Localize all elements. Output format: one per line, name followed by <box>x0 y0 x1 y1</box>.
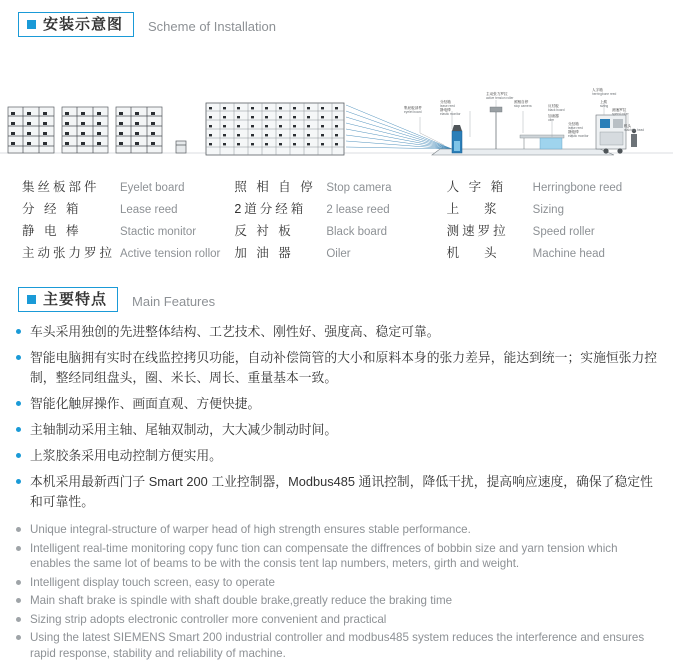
features-list-en <box>14 522 659 661</box>
legend-label-en: Sizing <box>532 204 564 216</box>
section-badge-installation <box>18 12 134 37</box>
legend-label-en: Stop camera <box>326 182 392 194</box>
feature-text: 本机采用最新西门子 Smart 200 工业控制器，Modbus485 通讯控制，降低干扰，提高响应速度，确保了稳定性和可靠性。 <box>30 474 653 509</box>
svg-text:sizing: sizing <box>600 104 609 108</box>
legend-item <box>22 221 234 243</box>
legend-item <box>447 243 659 265</box>
bullet-icon <box>16 479 21 484</box>
legend-label-en: Eyelet board <box>120 182 185 194</box>
legend-label-cn: 静 电 棒 <box>22 224 82 238</box>
svg-text:分经箱: 分经箱 <box>440 100 451 104</box>
installation-diagram-svg <box>0 45 673 165</box>
legend-label-en: Oiler <box>326 248 351 260</box>
bullet-icon <box>16 527 21 532</box>
svg-text:人字箱: 人字箱 <box>592 88 603 92</box>
bullet-icon <box>16 598 21 603</box>
bullet-icon <box>16 580 21 585</box>
legend-label-cn: 上 浆 <box>446 202 500 216</box>
svg-text:集丝板部件: 集丝板部件 <box>404 106 422 110</box>
svg-text:lease reed: lease reed <box>440 104 455 108</box>
svg-text:测速罗拉: 测速罗拉 <box>612 108 627 112</box>
legend-label-en: 2 lease reed <box>326 204 390 216</box>
feature-text-en: Sizing strip adopts electronic controller more convenient and practical <box>30 612 387 626</box>
square-marker-icon <box>27 20 36 29</box>
feature-item-en <box>14 522 659 538</box>
svg-text:elastic monitor: elastic monitor <box>568 134 589 138</box>
feature-item <box>14 322 659 342</box>
legend-label-cn: 集丝板部件 <box>22 180 100 194</box>
feature-item <box>14 394 659 414</box>
section-title-cn: 安装示意图 <box>43 16 124 33</box>
legend-item <box>447 199 659 221</box>
legend-label-cn: 分 经 箱 <box>22 202 82 216</box>
feature-item-en <box>14 541 659 572</box>
installation-diagram <box>0 45 673 165</box>
svg-text:herringbone reed: herringbone reed <box>592 92 617 96</box>
features-list-cn <box>14 322 659 512</box>
feature-text: 车头采用独创的先进整体结构、工艺技术、刚性好、强度高、稳定可靠。 <box>30 324 440 339</box>
legend-item <box>22 243 234 265</box>
bullet-icon <box>16 427 21 432</box>
legend-label-cn: 人 字 箱 <box>446 180 507 194</box>
feature-item <box>14 446 659 466</box>
feature-item <box>14 472 659 512</box>
features-content <box>0 312 673 661</box>
legend-item <box>234 177 446 199</box>
legend-label-cn: 加 油 器 <box>234 246 294 260</box>
bullet-icon <box>16 401 21 406</box>
bullet-icon <box>16 546 21 551</box>
feature-text-en: Main shaft brake is spindle with shaft double brake,greatly reduce the braking time <box>30 594 453 607</box>
legend-item <box>234 221 446 243</box>
legend-label-cn: 反 衬 板 <box>234 224 294 238</box>
legend-label-en: Lease reed <box>120 204 178 216</box>
feature-text: 主轴制动采用主轴、尾轴双制动，大大减少制动时间。 <box>30 422 338 437</box>
svg-text:反衬板: 反衬板 <box>548 104 559 108</box>
svg-text:lease reed: lease reed <box>568 126 583 130</box>
legend-label-cn: 机 头 <box>446 246 500 260</box>
svg-text:机头: 机头 <box>624 124 632 128</box>
legend-item <box>447 177 659 199</box>
legend-item <box>22 177 234 199</box>
svg-text:eyelet board: eyelet board <box>404 110 422 114</box>
legend-label-cn: 主动张力罗拉 <box>22 246 116 260</box>
legend-column-2 <box>234 177 446 265</box>
feature-text-en: Intelligent display touch screen, easy to operate <box>30 575 275 589</box>
bullet-icon <box>16 329 21 334</box>
feature-text-en: Using the latest SIEMENS Smart 200 industrial controller and modbus485 system reduces the interference and ensures rapid response, stability and reliability of machine. <box>30 631 645 660</box>
svg-text:oiler: oiler <box>548 118 555 122</box>
section-title-en: Scheme of Installation <box>148 19 276 34</box>
feature-text: 上浆胶条采用电动控制方便实用。 <box>30 448 222 463</box>
legend-label-cn: 照 相 自 停 <box>234 180 316 194</box>
section-badge-features <box>18 287 118 312</box>
feature-item-en <box>14 575 659 591</box>
feature-text: 智能化触屏操作、画面直观、方便快捷。 <box>30 396 261 411</box>
feature-item-en <box>14 630 659 661</box>
svg-text:分经箱: 分经箱 <box>568 122 579 126</box>
svg-text:black board: black board <box>548 108 565 112</box>
legend-label-en: Stactic monitor <box>120 226 197 238</box>
bullet-icon <box>16 617 21 622</box>
bullet-icon <box>16 453 21 458</box>
feature-item <box>14 420 659 440</box>
legend-column-3 <box>447 177 659 265</box>
svg-text:加油器: 加油器 <box>548 114 559 118</box>
feature-text-en: Intelligent real-time monitoring copy func tion can compensate the diffrences of bobbin size and yarn tension which enables the same lot of beams to be with the consis tent lap numbers, meters, girth and weight. <box>30 541 618 570</box>
svg-text:machine head: machine head <box>624 128 645 132</box>
bullet-icon <box>16 355 21 360</box>
svg-text:active tension roller: active tension roller <box>486 96 514 100</box>
section-header-installation <box>0 12 673 37</box>
feature-item <box>14 348 659 388</box>
svg-text:stop camera: stop camera <box>514 104 532 108</box>
legend-item <box>234 199 446 221</box>
svg-text:上浆: 上浆 <box>600 100 608 104</box>
feature-item-en <box>14 612 659 628</box>
svg-text:静电棒: 静电棒 <box>440 108 451 112</box>
svg-text:照相自停: 照相自停 <box>514 100 529 104</box>
legend-item <box>234 243 446 265</box>
svg-text:elastic monitor: elastic monitor <box>440 112 461 116</box>
parts-legend <box>0 177 673 265</box>
feature-text: 智能电脑拥有实时在线监控拷贝功能，自动补偿筒管的大小和原料本身的张力差异，能达到统一；实施恒张力控制，整经同组盘头，圈、米长、周长、重量基本一致。 <box>30 350 658 385</box>
legend-label-en: Machine head <box>532 248 605 260</box>
svg-text:主动张力罗拉: 主动张力罗拉 <box>486 92 508 96</box>
legend-label-en: Black board <box>326 226 388 238</box>
bullet-icon <box>16 635 21 640</box>
section-title-en: Main Features <box>132 294 216 309</box>
square-marker-icon <box>27 295 36 304</box>
legend-label-en: Speed roller <box>532 226 595 238</box>
feature-item-en <box>14 593 659 609</box>
svg-text:speed roller: speed roller <box>612 112 629 116</box>
legend-item <box>447 221 659 243</box>
legend-item <box>22 199 234 221</box>
section-header-features <box>0 287 673 312</box>
feature-text-en: Unique integral-structure of warper head of high strength ensures stable performance. <box>30 523 471 536</box>
svg-text:静电棒: 静电棒 <box>568 130 579 134</box>
legend-label-cn: 测速罗拉 <box>446 224 509 238</box>
legend-column-1 <box>22 177 234 265</box>
section-title-cn: 主要特点 <box>43 291 108 308</box>
legend-label-cn: 2道分经箱 <box>234 202 307 216</box>
legend-label-en: Active tension rollor <box>120 248 221 260</box>
legend-label-en: Herringbone reed <box>532 182 623 194</box>
